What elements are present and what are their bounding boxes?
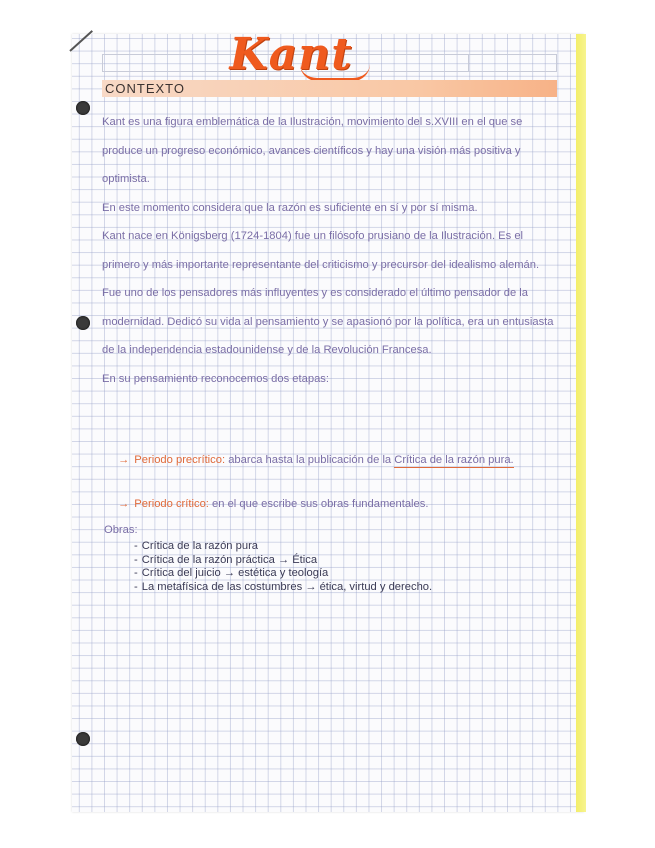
dash: - [134, 553, 138, 566]
period-critical [118, 496, 558, 512]
punch-hole-bottom [76, 732, 90, 746]
arrow-icon: → [118, 498, 130, 510]
title-swash [300, 64, 370, 81]
page-title: Kant [229, 28, 353, 80]
list-item [134, 567, 559, 581]
page-edge-highlight [576, 34, 586, 812]
paragraph: En su pensamiento reconocemos dos etapas: [102, 372, 329, 385]
work-title: Crítica de la razón pura [141, 540, 259, 552]
dash: - [134, 540, 138, 552]
list-item [134, 554, 559, 568]
section-heading: CONTEXTO [105, 81, 185, 96]
paragraph: Kant es una figura emblemática de la Ilustración, movimiento del s.XVIII en el que se produce un progreso económico, avances científicos y hay una visión más positiva y optimista. [102, 116, 523, 185]
period-text: en el que escribe sus obras fundamentales. [212, 498, 429, 510]
period-label: Periodo precrítico: [134, 454, 226, 466]
dash: - [134, 567, 138, 579]
works-section [104, 524, 559, 594]
list-item [134, 540, 559, 554]
work-title: Crítica del juicio → estética y teología [141, 567, 329, 579]
works-list [104, 540, 559, 594]
period-text: abarca hasta la publicación de la [228, 454, 392, 466]
paragraph: En este momento considera que la razón es suficiente en sí y por sí misma. [102, 201, 478, 214]
header-divider [468, 55, 469, 71]
period-precritical [118, 452, 558, 468]
dash: - [134, 580, 138, 593]
punch-hole-top [76, 101, 90, 115]
works-title: Obras: [104, 524, 138, 536]
work-title: Crítica de la razón práctica → Ética [141, 553, 318, 566]
punch-hole-middle [76, 316, 90, 330]
list-item [134, 581, 559, 595]
work-title: La metafísica de las costumbres → ética, virtud y derecho. [141, 580, 433, 593]
period-label: Periodo crítico: [134, 498, 209, 510]
context-body [102, 108, 557, 393]
paragraph: Kant nace en Königsberg (1724-1804) fue un filósofo prusiano de la Ilustración. Es el primero y más importante representante del criticismo y precursor del idealismo alemán. Fue uno de los pensadores más influyentes y es considerado el último pensador de la modernidad. Dedicó su vida al pensamiento y se apasionó por la política, era un entusiasta de la independencia estadounidense y de la Revolución Francesa. [102, 230, 554, 356]
period-underlined: Crítica de la razón pura. [394, 454, 514, 466]
arrow-icon: → [118, 454, 130, 466]
